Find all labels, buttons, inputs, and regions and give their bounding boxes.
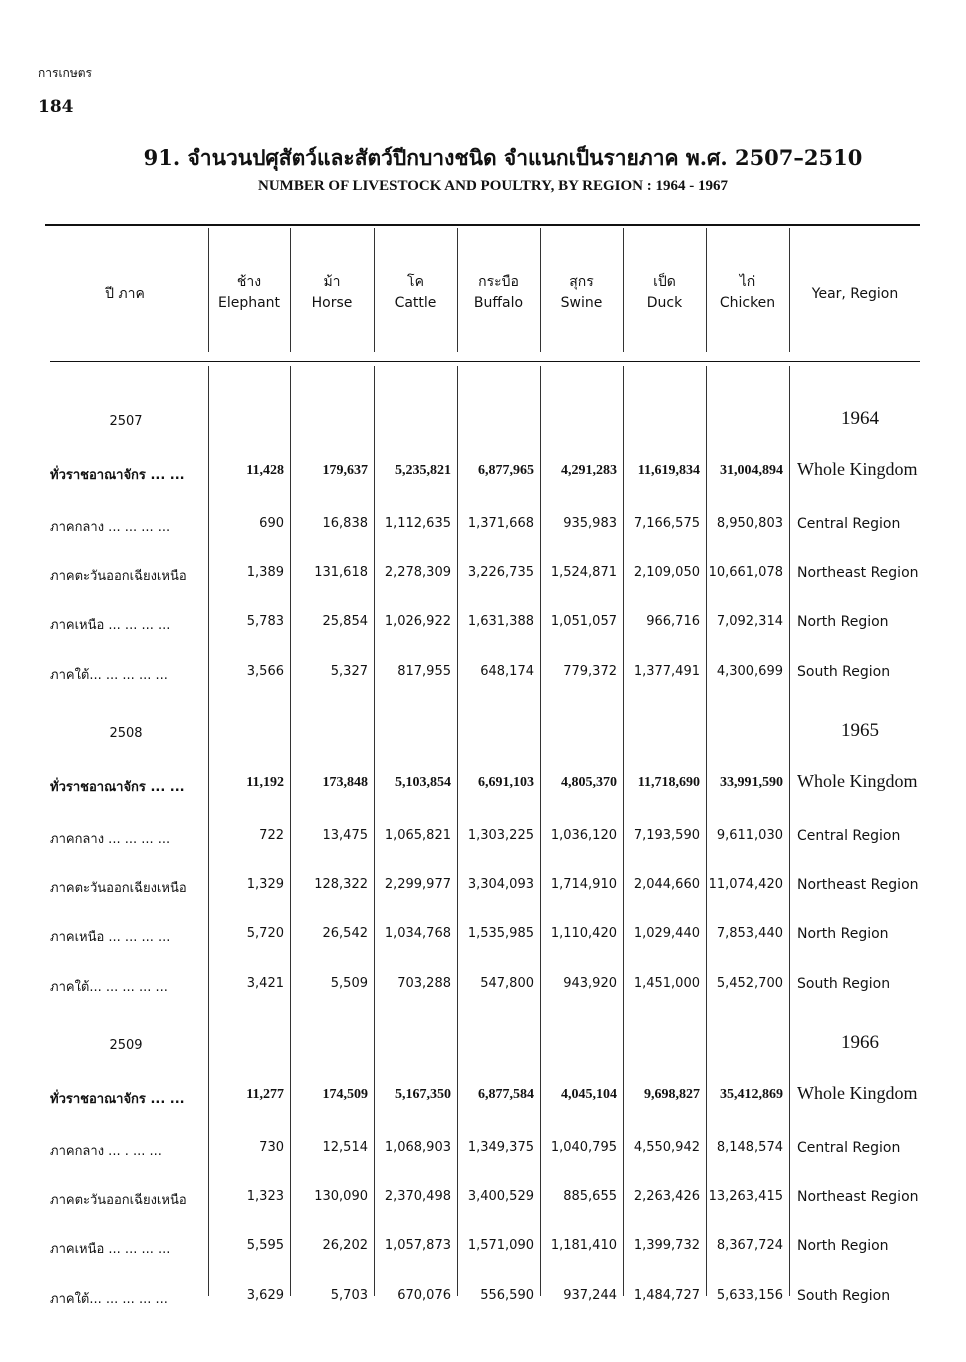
table-cell: 1,065,821 (384, 828, 451, 843)
table-cell: 648,174 (480, 664, 534, 679)
year-label-thai: 2507 (109, 414, 143, 429)
table-cell: 3,304,093 (467, 877, 534, 892)
table-cell: 26,542 (322, 926, 368, 941)
region-label-english: Central Region (797, 516, 901, 532)
region-label-english: Northeast Region (797, 565, 919, 581)
table-cell: 11,192 (246, 775, 284, 790)
column-header-thai: เป็ด (653, 274, 676, 290)
table-cell: 1,029,440 (633, 926, 700, 941)
table-cell: 4,045,104 (561, 1087, 617, 1102)
table-cell: 8,950,803 (716, 516, 783, 531)
table-title-thai (0, 142, 966, 175)
region-label-thai: ภาคตะวันออกเฉียงเหนือ (50, 569, 187, 584)
column-header-swine (540, 272, 623, 314)
table-title-english: NUMBER OF LIVESTOCK AND POULTRY, BY REGION : 1964 - 1967 (258, 178, 728, 194)
year-label-thai: 2508 (109, 726, 143, 741)
region-label-thai: ภาคกลาง ... ... ... ... (50, 832, 171, 847)
table-cell: 10,661,078 (708, 565, 783, 580)
table-cell: 1,399,732 (633, 1238, 700, 1253)
table-cell: 13,263,415 (708, 1189, 783, 1204)
column-header-thai: กระบือ (478, 274, 519, 290)
table-cell: 179,637 (322, 463, 368, 478)
region-label-english: Central Region (797, 828, 901, 844)
table-cell: 1,034,768 (384, 926, 451, 941)
column-header-thai: ม้า (323, 274, 341, 290)
table-cell: 1,349,375 (467, 1140, 534, 1155)
table-cell: 1,303,225 (467, 828, 534, 843)
table-cell: 2,370,498 (384, 1189, 451, 1204)
table-cell: 2,299,977 (384, 877, 451, 892)
table-cell: 1,068,903 (384, 1140, 451, 1155)
table-cell: 5,633,156 (716, 1288, 783, 1303)
table-cell: 1,026,922 (384, 614, 451, 629)
table-cell: 779,372 (563, 664, 617, 679)
table-cell: 9,698,827 (644, 1087, 700, 1102)
table-cell: 13,475 (322, 828, 368, 843)
table-cell: 11,428 (246, 463, 284, 478)
table-top-rule (45, 224, 920, 226)
column-header-duck (623, 272, 706, 314)
region-label-thai: ภาคเหนือ ... ... ... ... (50, 1242, 171, 1257)
table-cell: 11,074,420 (708, 877, 783, 892)
table-cell: 26,202 (322, 1238, 368, 1253)
column-header-cattle (374, 272, 457, 314)
table-cell: 4,291,283 (561, 463, 617, 478)
region-label-english: North Region (797, 926, 889, 942)
table-cell: 1,371,668 (467, 516, 534, 531)
region-label-english: Northeast Region (797, 1189, 919, 1205)
table-cell: 3,226,735 (467, 565, 534, 580)
year-label-english: 1966 (841, 1032, 879, 1053)
table-cell: 7,092,314 (716, 614, 783, 629)
table-cell: 31,004,894 (720, 463, 783, 478)
table-cell: 1,036,120 (550, 828, 617, 843)
table-cell: 130,090 (314, 1189, 368, 1204)
table-cell: 1,571,090 (467, 1238, 534, 1253)
region-label-thai: ภาคเหนือ ... ... ... ... (50, 930, 171, 945)
table-cell: 4,550,942 (633, 1140, 700, 1155)
column-header-english: Elephant (217, 295, 281, 311)
region-label-english: Whole Kingdom (797, 1083, 918, 1103)
column-header-english: Buffalo (473, 295, 524, 311)
region-label-thai: ภาคกลาง ... . ... ... (50, 1144, 162, 1159)
table-cell: 817,955 (397, 664, 451, 679)
table-cell: 690 (259, 516, 284, 531)
table-cell: 3,629 (246, 1288, 284, 1303)
region-label-english: North Region (797, 1238, 889, 1254)
table-cell: 131,618 (314, 565, 368, 580)
region-label-thai: ภาคใต้... ... ... ... ... (50, 668, 168, 683)
table-cell: 1,110,420 (550, 926, 617, 941)
table-cell: 547,800 (480, 976, 534, 991)
table-cell: 5,452,700 (716, 976, 783, 991)
table-cell: 2,109,050 (633, 565, 700, 580)
region-label-english: South Region (797, 1288, 891, 1304)
column-header-thai: โค (407, 274, 424, 290)
region-label-english: Northeast Region (797, 877, 919, 893)
table-cell: 5,703 (330, 1288, 368, 1303)
table-cell: 1,484,727 (633, 1288, 700, 1303)
table-cell: 7,193,590 (633, 828, 700, 843)
table-cell: 1,631,388 (467, 614, 534, 629)
table-cell: 1,057,873 (384, 1238, 451, 1253)
table-cell: 174,509 (322, 1087, 368, 1102)
table-title-thai-text: จำนวนปศุสัตว์และสัตว์ปีกบางชนิด จำแนกเป็นรายภาค พ.ศ. 2507–2510 (187, 145, 863, 170)
table-cell: 1,181,410 (550, 1238, 617, 1253)
table-cell: 1,112,635 (384, 516, 451, 531)
table-cell: 8,367,724 (716, 1238, 783, 1253)
page-number: 184 (38, 97, 74, 117)
region-label-thai: ภาคใต้... ... ... ... ... (50, 980, 168, 995)
region-label-english: South Region (797, 976, 891, 992)
table-cell: 6,877,584 (478, 1087, 534, 1102)
table-cell: 3,566 (246, 664, 284, 679)
region-label-thai: ภาคเหนือ ... ... ... ... (50, 618, 171, 633)
table-cell: 11,619,834 (637, 463, 700, 478)
table-cell: 966,716 (646, 614, 700, 629)
region-label-thai: ภาคตะวันออกเฉียงเหนือ (50, 881, 187, 896)
table-cell: 9,611,030 (716, 828, 783, 843)
table-cell: 173,848 (322, 775, 368, 790)
table-cell: 937,244 (563, 1288, 617, 1303)
table-cell: 11,277 (246, 1087, 284, 1102)
region-label-english: South Region (797, 664, 891, 680)
column-header-english: Duck (646, 295, 683, 311)
table-cell: 730 (259, 1140, 284, 1155)
table-cell: 6,691,103 (478, 775, 534, 790)
table-cell: 1,389 (246, 565, 284, 580)
table-cell: 5,167,350 (395, 1087, 451, 1102)
table-cell: 5,327 (330, 664, 368, 679)
table-cell: 5,720 (246, 926, 284, 941)
table-cell: 11,718,690 (637, 775, 700, 790)
table-cell: 935,983 (563, 516, 617, 531)
table-cell: 1,535,985 (467, 926, 534, 941)
column-divider (789, 366, 790, 1296)
column-header-region-thai: ปี ภาค (105, 286, 145, 302)
column-header-english: Chicken (719, 295, 776, 311)
table-cell: 7,853,440 (716, 926, 783, 941)
table-cell: 1,524,871 (550, 565, 617, 580)
table-cell: 5,595 (246, 1238, 284, 1253)
table-cell: 4,805,370 (561, 775, 617, 790)
table-cell: 2,263,426 (633, 1189, 700, 1204)
table-cell: 2,044,660 (633, 877, 700, 892)
table-cell: 3,400,529 (467, 1189, 534, 1204)
region-label-english: Central Region (797, 1140, 901, 1156)
table-cell: 7,166,575 (633, 516, 700, 531)
table-cell: 16,838 (322, 516, 368, 531)
table-cell: 12,514 (322, 1140, 368, 1155)
column-header-thai: ไก่ (739, 274, 756, 290)
table-cell: 5,235,821 (395, 463, 451, 478)
table-cell: 5,783 (246, 614, 284, 629)
table-cell: 5,103,854 (395, 775, 451, 790)
table-cell: 35,412,869 (720, 1087, 783, 1102)
table-cell: 722 (259, 828, 284, 843)
table-cell: 1,323 (246, 1189, 284, 1204)
column-header-english: Cattle (394, 295, 437, 311)
table-cell: 1,714,910 (550, 877, 617, 892)
column-header-thai: สุกร (569, 274, 594, 290)
region-label-thai: ภาคกลาง ... ... ... ... (50, 520, 171, 535)
table-cell: 670,076 (397, 1288, 451, 1303)
table-cell: 1,377,491 (633, 664, 700, 679)
region-label-thai: ทั่วราชอาณาจักร ... ... (50, 780, 185, 795)
table-number: 91. (143, 145, 181, 170)
region-label-english: Whole Kingdom (797, 459, 918, 479)
region-label-thai: ทั่วราชอาณาจักร ... ... (50, 468, 185, 483)
column-header-thai: ช้าง (236, 274, 262, 290)
year-label-english: 1964 (841, 408, 879, 429)
column-header-region-english: Year, Region (811, 286, 899, 302)
column-header-english: Swine (560, 295, 603, 311)
table-cell: 33,991,590 (720, 775, 783, 790)
column-header-english: Horse (311, 295, 353, 311)
table-header-rule (50, 361, 920, 362)
region-label-thai: ภาคตะวันออกเฉียงเหนือ (50, 1193, 187, 1208)
table-cell: 703,288 (397, 976, 451, 991)
table-cell: 556,590 (480, 1288, 534, 1303)
table-cell: 128,322 (314, 877, 368, 892)
table-cell: 2,278,309 (384, 565, 451, 580)
column-header-chicken (706, 272, 789, 314)
region-label-thai: ทั่วราชอาณาจักร ... ... (50, 1092, 185, 1107)
table-cell: 5,509 (330, 976, 368, 991)
table-cell: 1,451,000 (633, 976, 700, 991)
region-label-thai: ภาคใต้... ... ... ... ... (50, 1292, 168, 1307)
table-cell: 1,329 (246, 877, 284, 892)
table-cell: 6,877,965 (478, 463, 534, 478)
table-cell: 4,300,699 (716, 664, 783, 679)
table-cell: 3,421 (246, 976, 284, 991)
column-header-elephant (208, 272, 290, 314)
table-cell: 8,148,574 (716, 1140, 783, 1155)
table-cell: 1,040,795 (550, 1140, 617, 1155)
column-header-horse (290, 272, 374, 314)
region-label-english: Whole Kingdom (797, 771, 918, 791)
table-cell: 885,655 (563, 1189, 617, 1204)
table-cell: 1,051,057 (550, 614, 617, 629)
year-label-thai: 2509 (109, 1038, 143, 1053)
table-cell: 943,920 (563, 976, 617, 991)
table-cell: 25,854 (322, 614, 368, 629)
column-header-buffalo (457, 272, 540, 314)
year-label-english: 1965 (841, 720, 879, 741)
section-header: การเกษตร (38, 66, 92, 80)
region-label-english: North Region (797, 614, 889, 630)
